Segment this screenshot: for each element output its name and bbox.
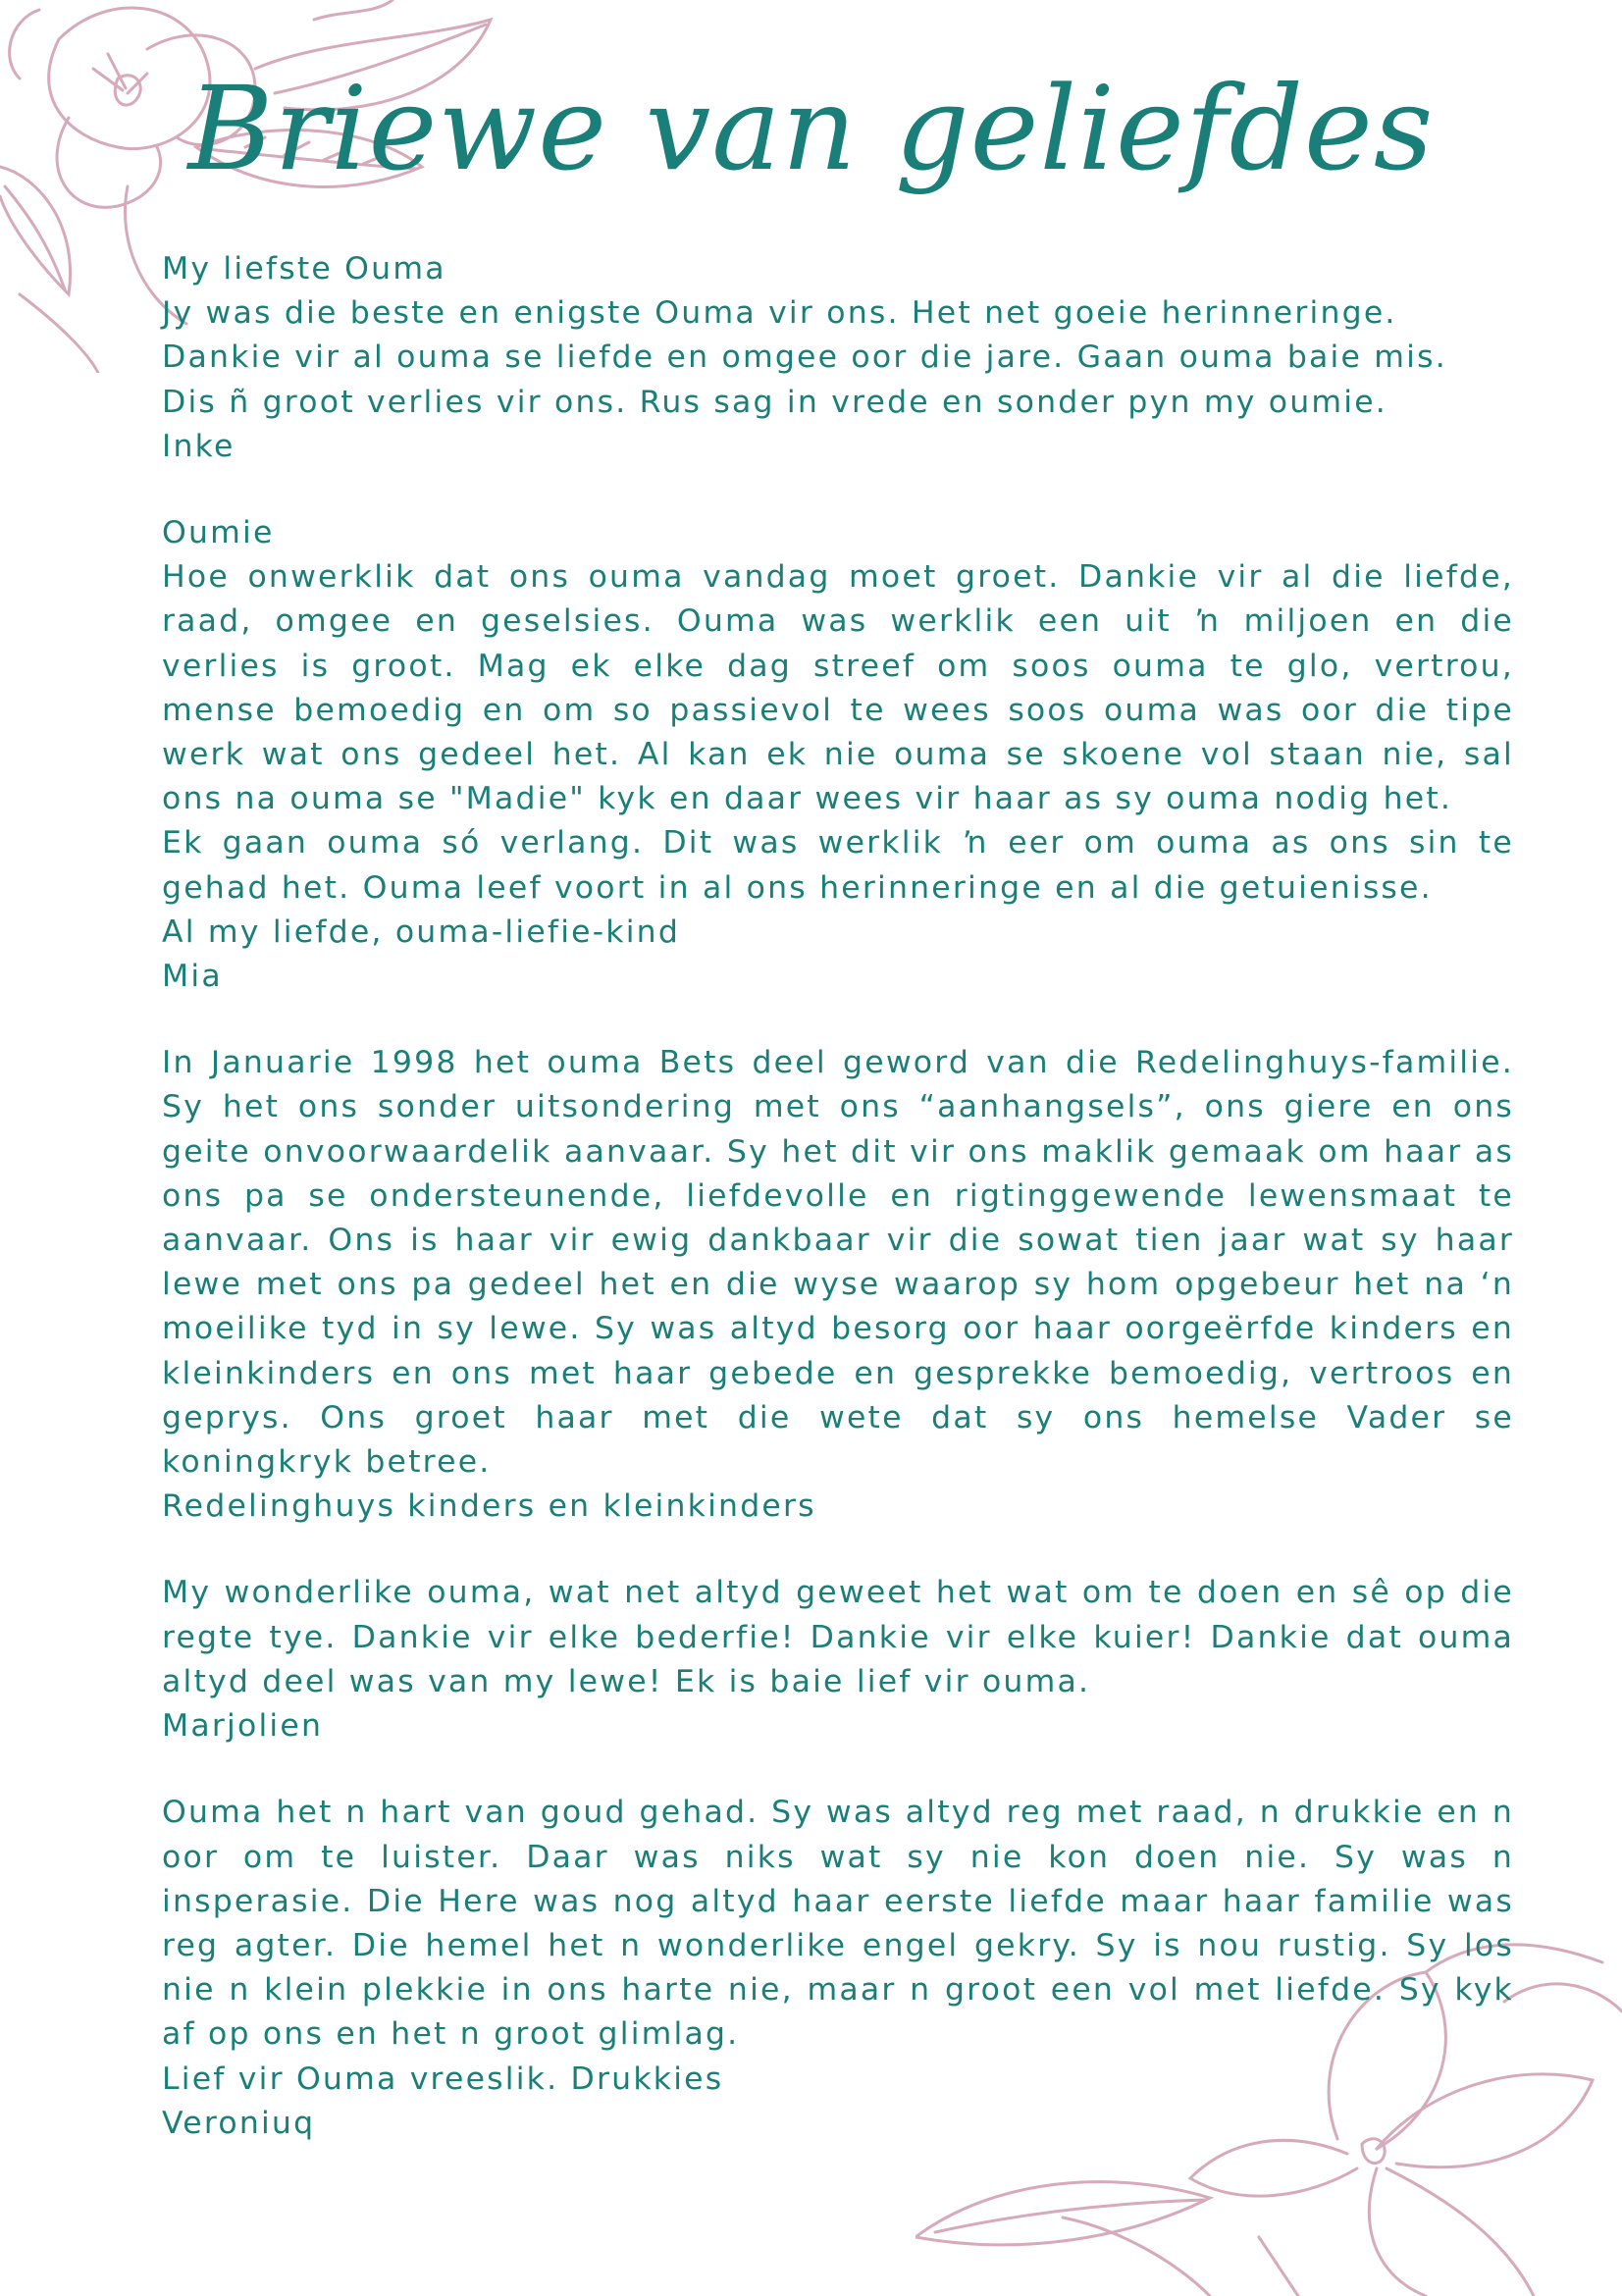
letter-paragraph: My wonderlike ouma, wat net altyd geweet het wat om te doen en sê op die regte tye. Dankie vir elke bederfie! Dankie vir elke kuier! Dankie dat ouma altyd deel was van my lewe! Ek is baie lief vir ouma. [162,1575,1514,1699]
letter [162,247,1514,469]
letter-signature: Inke [162,428,235,464]
letter-salutation: Oumie [162,515,275,551]
letter-salutation: My liefste Ouma [162,251,446,287]
letter [162,511,1514,999]
letter-signature: Veroniuq [162,2105,316,2141]
page-title: Briewe van geliefdes [187,61,1435,196]
letters-body [162,247,1514,2188]
letter-paragraph: Ek gaan ouma só verlang. Dit was werklik ŉ eer om ouma as ons sin te gehad het. Ouma leef voort in al ons herinneringe en al die getuienisse. [162,825,1514,906]
letter-closing: Lief vir Ouma vreeslik. Drukkies [162,2061,724,2097]
letter-signature: Mia [162,959,223,995]
letter-paragraph: In Januarie 1998 het ouma Bets deel geword van die Redelinghuys-familie. Sy het ons sonder uitsondering met ons “aanhangsels”, ons giere en ons geite onvoorwaardelik aanvaar. Sy het dit vir ons maklik gemaak om haar as ons pa se ondersteunende, liefdevolle en rigtinggewende lewensmaat te aanvaar. Ons is haar vir ewig dankbaar vir die sowat tien jaar wat sy haar lewe met ons pa gedeel het en die wyse waarop sy hom opgebeur het na ‘n moeilike tyd in sy lewe. Sy was altyd besorg oor haar oorgeërfde kinders en kleinkinders en ons met haar gebede en gesprekke bemoedig, vertroos en geprys. Ons groet haar met die wete dat sy ons hemelse Vader se koningkryk betree. [162,1045,1514,1481]
letter-paragraph: Hoe onwerklik dat ons ouma vandag moet groet. Dankie vir al die liefde, raad, omgee en geselsies. Ouma was werklik een uit ŉ miljoen en die verlies is groot. Mag ek elke dag streef om soos ouma te glo, vertrou, mense bemoedig en om so passievol te wees soos ouma was oor die tipe werk wat ons gedeel het. Al kan ek nie ouma se skoene vol staan nie, sal ons na ouma se "Madie" kyk en daar wees vir haar as sy ouma nodig het. [162,559,1514,817]
letter [162,1791,1514,2146]
letter [162,1041,1514,1529]
letter-signature: Marjolien [162,1708,324,1745]
letter [162,1571,1514,1748]
letter-signature: Redelinghuys kinders en kleinkinders [162,1488,816,1525]
letter-paragraph: Jy was die beste en enigste Ouma vir ons. Het net goeie herinneringe. Dankie vir al ouma se liefde en omgee oor die jare. Gaan ouma baie mis. Dis ñ groot verlies vir ons. Rus sag in vrede en sonder pyn my oumie. [162,295,1447,420]
letter-paragraph: Ouma het n hart van goud gehad. Sy was altyd reg met raad, n drukkie en n oor om te luister. Daar was niks wat sy nie kon doen nie. Sy was n insperasie. Die Here was nog altyd haar eerste liefde maar haar familie was reg agter. Die hemel het n wonderlike engel gekry. Sy is nou rustig. Sy los nie n klein plekkie in ons harte nie, maar n groot een vol met liefde. Sy kyk af op ons en het n groot glimlag. [162,1795,1514,2053]
letter-closing: Al my liefde, ouma-liefie-kind [162,913,681,950]
